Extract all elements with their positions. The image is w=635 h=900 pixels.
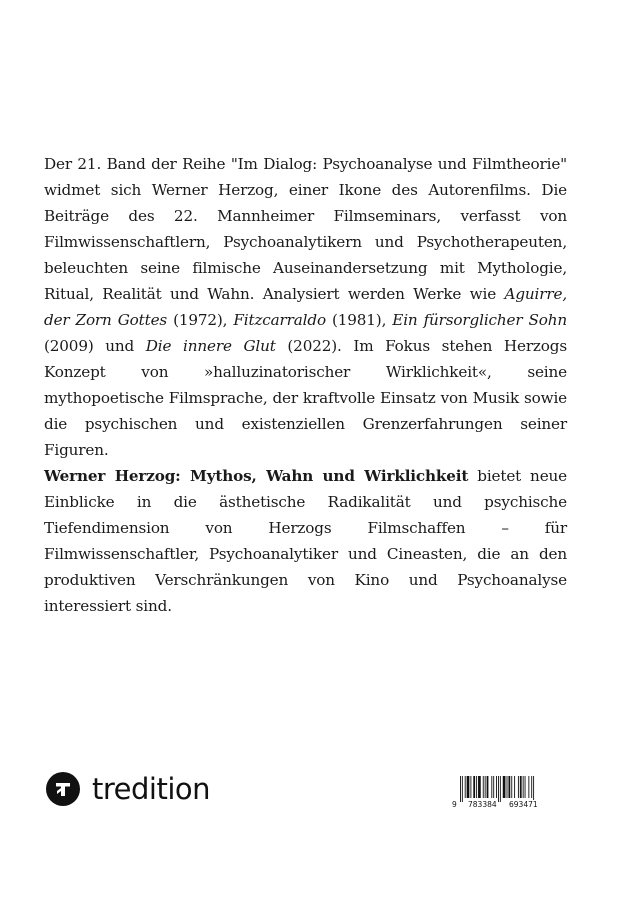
publisher-name: tredition (92, 772, 211, 806)
barcode-bar (525, 776, 526, 798)
isbn-barcode (452, 776, 554, 808)
film-title: Aguirre, der Zorn Gottes (44, 285, 567, 329)
barcode-bar (496, 776, 497, 798)
barcode-bar (520, 776, 522, 798)
barcode-bar (507, 776, 508, 798)
barcode-bar (460, 776, 461, 802)
barcode-bar (473, 776, 475, 798)
barcode-digits (452, 800, 554, 810)
barcode-bar (500, 776, 501, 802)
barcode-bar (485, 776, 486, 798)
barcode-bar (462, 776, 463, 802)
blurb-text: (1972), (167, 311, 234, 329)
book-title: Werner Herzog: Mythos, Wahn und Wirklichkeit (44, 467, 469, 485)
barcode-bar (514, 776, 515, 798)
blurb-paragraph-1 (44, 151, 567, 463)
barcode-bar (523, 776, 524, 798)
blurb-text: (2022). Im Fokus stehen Herzogs Konzept von »halluzinatorischer Wirklichkeit«, seine mythopoetische Filmsprache, der kraftvolle Einsatz von Musik sowie die psychischen und existenziellen Grenzerfahrungen seiner Figuren. (44, 337, 567, 459)
barcode-group-1: 783384 (468, 800, 497, 809)
blurb-text: (1981), (325, 311, 393, 329)
barcode-bar (487, 776, 489, 798)
blurb-text: bietet neue Einblicke in die ästhetische Radikalität und psychische Tiefendimension von Herzogs Filmschaffen – für Filmwissenschaftler, Psychoanalytiker und Cineasten, die an den produktiven Verschränkungen von Kino und Psychoanalyse interessiert sind. (44, 467, 567, 615)
blurb-paragraph-2 (44, 463, 567, 619)
barcode-bar (528, 776, 529, 798)
barcode-bar (533, 776, 534, 802)
film-title: Fitzcarraldo (233, 311, 326, 329)
barcode-bar (531, 776, 532, 798)
barcode-bar (483, 776, 484, 798)
blurb-text: (2009) und (44, 337, 146, 355)
barcode-bar (518, 776, 519, 798)
barcode-bar (511, 776, 512, 798)
barcode-bar (476, 776, 477, 798)
tredition-t-icon (46, 772, 80, 806)
barcode-bar (491, 776, 492, 798)
blurb-text: Der 21. Band der Reihe "Im Dialog: Psychoanalyse und Filmtheorie" widmet sich Werner Herzog, einer Ikone des Autorenfilms. Die Beiträge des 22. Mannheimer Filmseminars, verfasst von Filmwissenschaftlern, Psychoanalytikern und Psychotherapeuten, beleuchten seine filmische Auseinandersetzung mit Mythologie, Ritual, Realität und Wahn. Analysiert werden Werke wie (44, 155, 567, 303)
barcode-group-2: 693471 (509, 800, 538, 809)
barcode-bar (503, 776, 506, 798)
film-title: Ein fürsorglicher Sohn (392, 311, 567, 329)
publisher-logo (46, 771, 210, 807)
barcode-bar (465, 776, 466, 798)
barcode-bars (452, 776, 554, 802)
barcode-bar (467, 776, 470, 798)
barcode-bar (470, 776, 471, 798)
barcode-bar (498, 776, 499, 802)
barcode-bar (478, 776, 481, 798)
barcode-bar (493, 776, 494, 798)
barcode-bar (508, 776, 510, 798)
barcode-lead-digit: 9 (452, 800, 457, 809)
film-title: Die innere Glut (145, 337, 276, 355)
back-cover-blurb (44, 151, 567, 619)
